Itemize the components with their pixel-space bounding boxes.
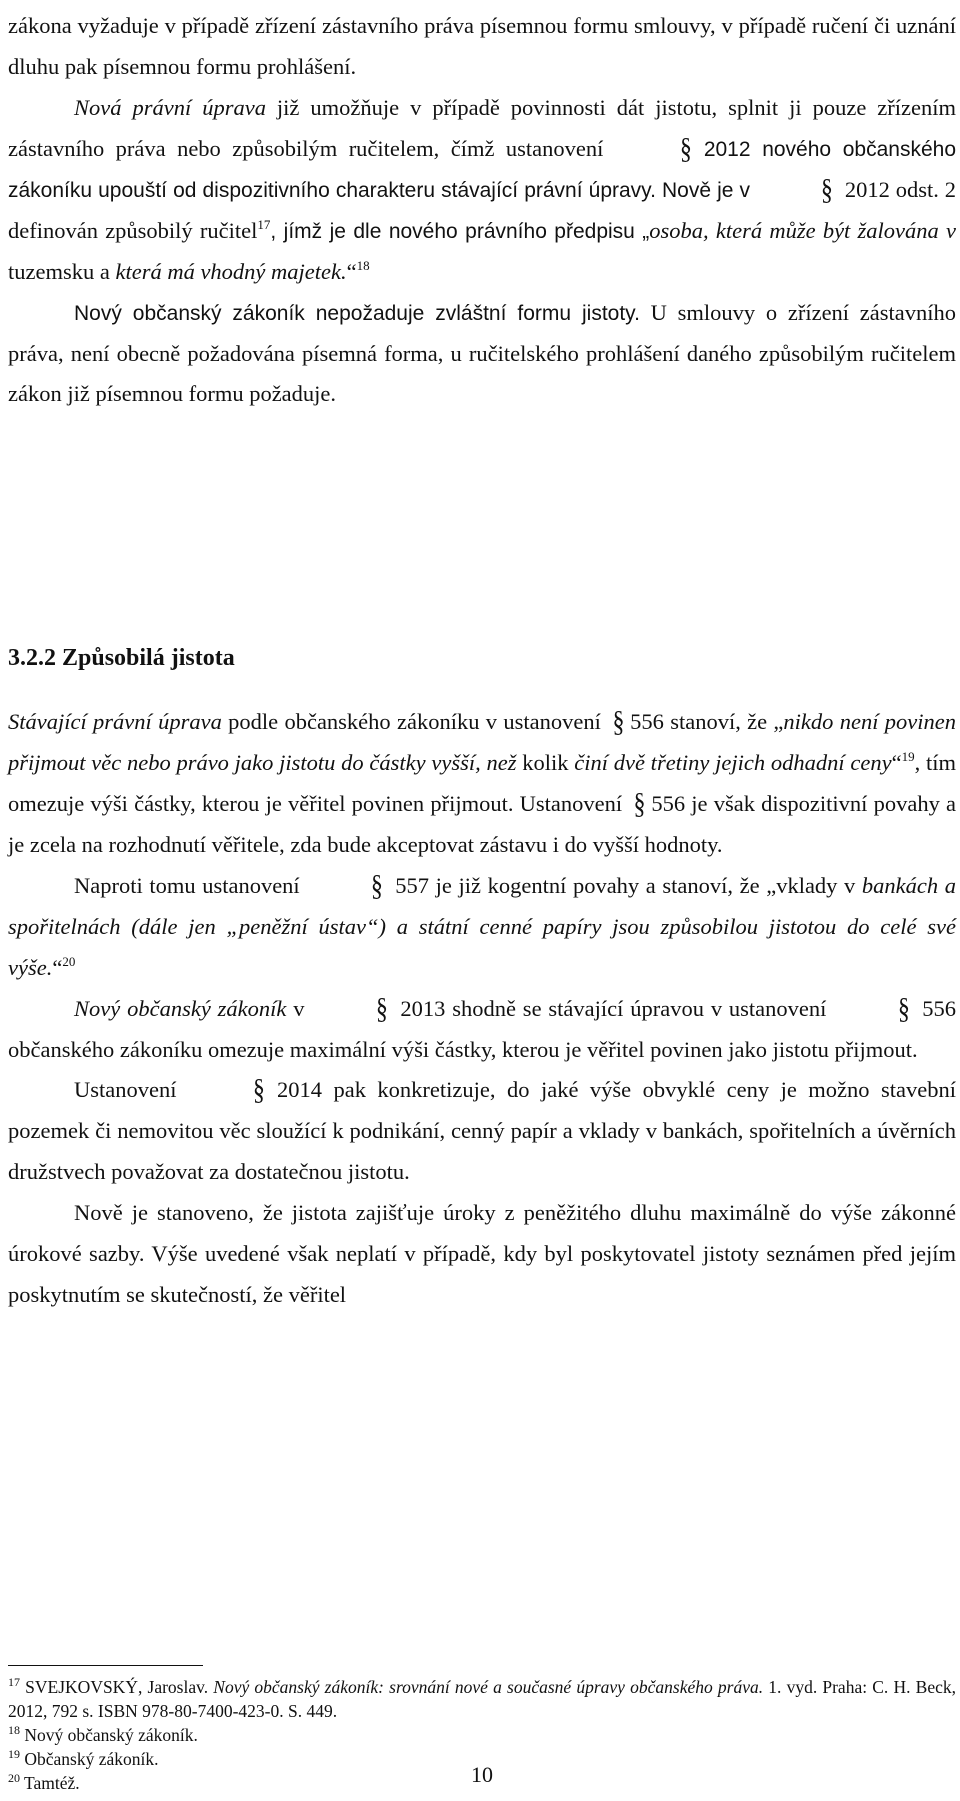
footnote-18: $^{18}$ Nový občanský zákoník. [8, 1722, 198, 1745]
paragraph-6: Nový občanský zákoník v § 2013 shodně se stávající úpravou v ustanovení § 556 občanského zákoníku omezuje maximální výši částky, kterou je věřitel povinen jako jistotu přijmout. [8, 991, 957, 1062]
page-number: 10 [471, 1762, 493, 1787]
italic-phrase: Nová právní úprava [74, 94, 266, 120]
footnote-separator [8, 1665, 203, 1666]
footnote-ref-20[interactable]: 20 [62, 953, 76, 969]
body-block-1 [8, 6, 956, 415]
footnote-ref-19[interactable]: 19 [901, 748, 915, 764]
footnote-ref-17[interactable]: 17 [257, 216, 271, 232]
paragraph-4: Stávající právní úprava podle občanského zákoníku v ustanovení § 556 stanoví, že „nikdo není povinen přijmout věc nebo právo jako jistotu do částky vyšší, než kolik činí dvě třetiny jejich odhadní ceny“$^{19}$, tím omezuje výši částky, kterou je věřitel povinen přijmout. Ustanovení § 556 je však dispozitivní povahy a je zcela na rozhodnutí věřitele, zda bude akceptovat zástavu i do vyšší hodnoty. [8, 705, 957, 857]
footnote-17: $^{17}$ SVEJKOVSKÝ, Jaroslav. Nový občanský zákoník: srovnání nové a současné úpravy občanského práva. 1. vyd. Praha: C. H. Beck, 2012, 792 s. ISBN 978-80-7400-423-0. S. 449. [8, 1675, 956, 1721]
footnote-20: $^{20}$ Tamtéž. [8, 1770, 80, 1793]
document-page [8, 0, 956, 1801]
footnote-ref-18[interactable]: 18 [356, 257, 370, 273]
paragraph-7: Ustanovení § 2014 pak konkretizuje, do jaké výše obvyklé ceny je možno stavební pozemek či nemovitou věc sloužící k podnikání, cenný papír a vklady v bankách, spořitelních a úvěrních družstvech považovat za dostatečnou jistotu. [8, 1073, 957, 1185]
body-block-2 [8, 702, 956, 1316]
footnote-19: $^{19}$ Občanský zákoník. [8, 1746, 159, 1769]
paragraph-2: Nová právní úprava již umožňuje v případě povinnosti dát jistotu, splnit ji pouze zřízením zástavního práva nebo způsobilým ručitelem, čímž ustanovení § 2012 nového občanského zákoníku upouští od dispozitivního charakteru stávající právní úpravy. Nově je v § 2012 odst. 2 definován způsobilý ručitel$^{17}$, jímž je dle nového právního předpisu „osoba, která může být žalována v tuzemsku a která má vhodný majetek.“$^{18}$ [8, 94, 957, 284]
paragraph-3: Nový občanský zákoník nepožaduje zvláštní formu jistoty. U smlouvy o zřízení zástavního práva, není obecně požadována písemná forma, u ručitelského prohlášení daného způsobilým ručitelem zákon již písemnou formu požaduje. [8, 299, 956, 407]
paragraph-8: Nově je stanoveno, že jistota zajišťuje úroky z peněžitého dluhu maximálně do výše zákonné úrokové sazby. Výše uvedené však neplatí v případě, kdy byl poskytovatel jistoty seznámen před jejím poskytnutím se skutečností, že věřitel [8, 1200, 956, 1308]
paragraph-5: Naproti tomu ustanovení § 557 je již kogentní povahy a stanoví, že „vklady v bankách a spořitelnách (dále jen „peněžní ústav“) a státní cenné papíry jsou způsobilou jistotou do celé své výše.“$^{20}$ [8, 868, 956, 980]
paragraph-1: zákona vyžaduje v případě zřízení zástavního práva písemnou formu smlouvy, v případě ručení či uznání dluhu pak písemnou formu prohlášení. [8, 13, 956, 79]
section-heading: 3.2.2 Způsobilá jistota [8, 645, 235, 671]
